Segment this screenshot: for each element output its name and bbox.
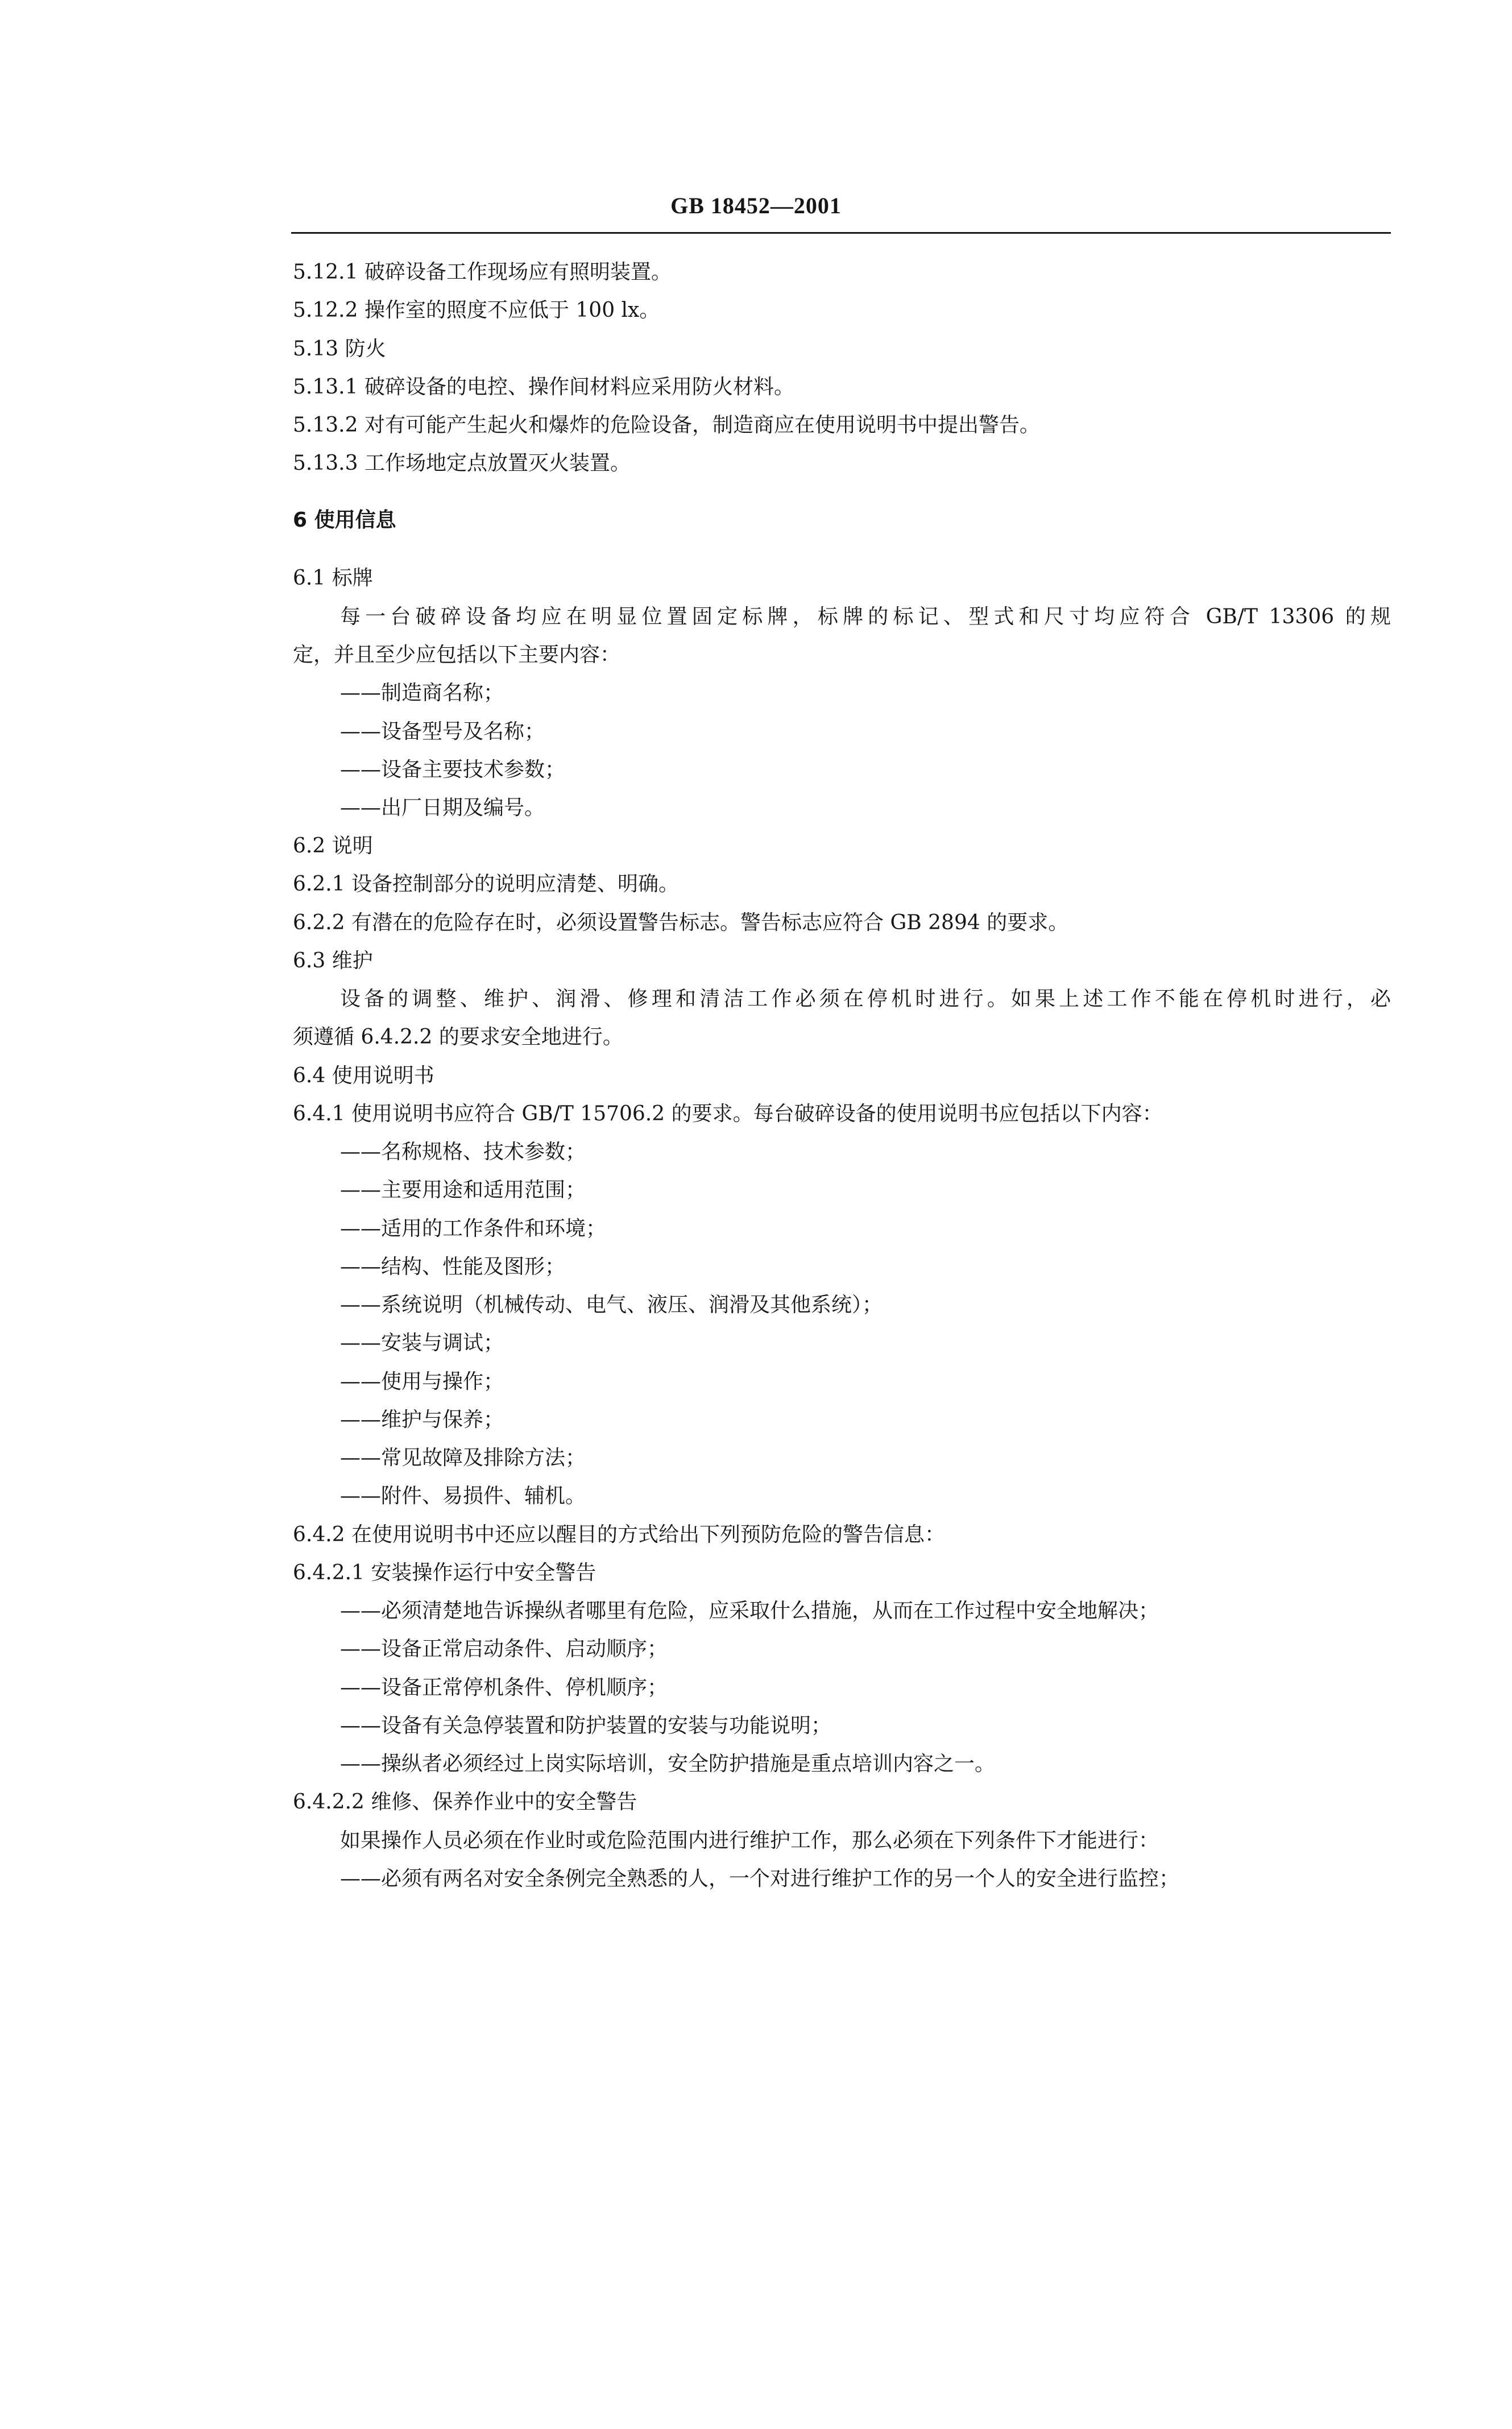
list-item: ——设备型号及名称； (340, 720, 545, 743)
paragraph-6-1-line-1: 每一台破碎设备均应在明显位置固定标牌，标牌的标记、型式和尺寸均应符合 GB/T 13306 的规 (340, 605, 1391, 628)
list-item: ——操纵者必须经过上岗实际培训，安全防护措施是重点培训内容之一。 (340, 1752, 996, 1776)
clause-5-13-2: 5.13.2 对有可能产生起火和爆炸的危险设备，制造商应在使用说明书中提出警告。 (293, 413, 1040, 437)
list-item: ——名称规格、技术参数； (340, 1140, 586, 1164)
list-item: ——附件、易损件、辅机。 (340, 1484, 586, 1508)
paragraph-6-3-line-1: 设备的调整、维护、润滑、修理和清洁工作必须在停机时进行。如果上述工作不能在停机时进行，必 (340, 987, 1391, 1011)
list-item: ——系统说明（机械传动、电气、液压、润滑及其他系统）； (340, 1293, 883, 1317)
header-rule (291, 232, 1391, 234)
clause-6-4: 6.4 使用说明书 (293, 1064, 434, 1087)
clause-6-2: 6.2 说明 (293, 834, 373, 858)
list-item: ——制造商名称； (340, 681, 504, 705)
clause-6-4-2-1: 6.4.2.1 安装操作运行中安全警告 (293, 1561, 596, 1584)
clause-6-2-2: 6.2.2 有潜在的危险存在时，必须设置警告标志。警告标志应符合 GB 2894 的要求。 (293, 911, 1069, 934)
clause-6-4-2: 6.4.2 在使用说明书中还应以醒目的方式给出下列预防危险的警告信息： (293, 1523, 946, 1546)
list-item: ——必须有两名对安全条例完全熟悉的人，一个对进行维护工作的另一个人的安全进行监控； (340, 1867, 1180, 1890)
clause-6-4-2-2: 6.4.2.2 维修、保养作业中的安全警告 (293, 1790, 637, 1814)
paragraph-6-1-line-2: 定，并且至少应包括以下主要内容： (293, 643, 621, 667)
clause-6-2-1: 6.2.1 设备控制部分的说明应清楚、明确。 (293, 872, 680, 896)
list-item: ——设备正常停机条件、停机顺序； (340, 1676, 668, 1699)
list-item: ——设备有关急停装置和防护装置的安装与功能说明； (340, 1714, 832, 1737)
clause-5-12-2: 5.12.2 操作室的照度不应低于 100 lx。 (293, 299, 660, 322)
list-item: ——设备正常启动条件、启动顺序； (340, 1637, 668, 1661)
clause-6-1: 6.1 标牌 (293, 566, 373, 590)
clause-5-13-1: 5.13.1 破碎设备的电控、操作间材料应采用防火材料。 (293, 375, 794, 399)
paragraph-6-4-2-2: 如果操作人员必须在作业时或危险范围内进行维护工作，那么必须在下列条件下才能进行： (340, 1829, 1159, 1852)
document-header: GB 18452—2001 (670, 193, 842, 218)
list-item: ——维护与保养； (340, 1408, 504, 1431)
paragraph-6-3-line-2: 须遵循 6.4.2.2 的要求安全地进行。 (293, 1025, 623, 1049)
section-6-heading: 6 使用信息 (293, 508, 396, 532)
clause-6-4-1: 6.4.1 使用说明书应符合 GB/T 15706.2 的要求。每台破碎设备的使用说明书应包括以下内容： (293, 1102, 1163, 1125)
clause-5-13-3: 5.13.3 工作场地定点放置灭火装置。 (293, 452, 631, 475)
list-item: ——常见故障及排除方法； (340, 1446, 586, 1470)
list-item: ——结构、性能及图形； (340, 1255, 566, 1278)
list-item: ——主要用途和适用范围； (340, 1178, 586, 1202)
clause-5-12-1: 5.12.1 破碎设备工作现场应有照明装置。 (293, 260, 672, 284)
list-item: ——出厂日期及编号。 (340, 796, 545, 820)
list-item: ——安装与调试； (340, 1331, 504, 1355)
list-item: ——适用的工作条件和环境； (340, 1217, 607, 1240)
list-item: ——必须清楚地告诉操纵者哪里有危险，应采取什么措施，从而在工作过程中安全地解决； (340, 1599, 1159, 1623)
clause-6-3: 6.3 维护 (293, 949, 373, 973)
list-item: ——设备主要技术参数； (340, 758, 566, 781)
list-item: ——使用与操作； (340, 1370, 504, 1393)
clause-5-13: 5.13 防火 (293, 337, 386, 361)
